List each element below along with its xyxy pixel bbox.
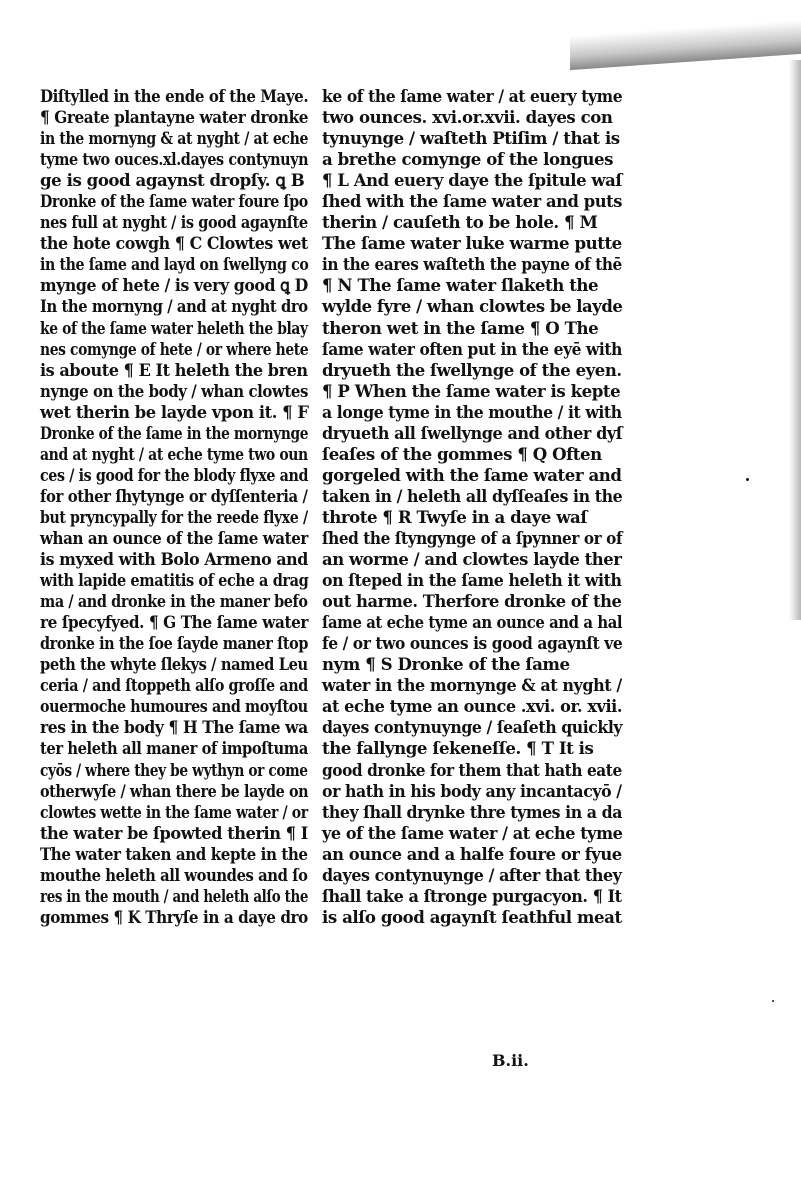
text-line: ¶ N The ſame water ſlaketh the: [322, 275, 599, 296]
text-line: ke of the ſame water / at euery tyme: [322, 86, 623, 106]
text-line: at eche tyme an ounce .xvi. or. xvii.: [322, 696, 623, 717]
text-line: an worme / and clowtes layde ther: [322, 549, 622, 570]
text-line: ¶ P When the ſame water is kepte: [322, 380, 621, 401]
text-line: ¶ L And euery daye the ſpitule waſ: [322, 170, 623, 191]
text-line: and at nyght / at eche tyme two oun: [40, 443, 308, 464]
text-line: a brethe comynge of the longues: [322, 149, 613, 170]
text-line: res in the body ¶ H The ſame wa: [40, 717, 308, 738]
text-line: but pryncypally for the reede flyxe /: [40, 506, 308, 527]
signature-mark: B.ii.: [492, 1051, 529, 1070]
text-line: mouthe heleth all woundes and ſo: [40, 864, 308, 885]
text-line: tynuynge / waſteth Ptiſim / that is: [322, 128, 620, 149]
text-line: throte ¶ R Twyſe in a daye waſ: [322, 506, 588, 527]
text-line: water in the mornynge & at nyght /: [322, 675, 622, 696]
text-line: dayes contynuynge / ſeaſeth quickly: [322, 717, 623, 738]
ink-speck: [772, 1000, 774, 1002]
text-line: ke of the ſame water heleth the blay: [40, 317, 308, 338]
text-line: they ſhall drynke thre tymes in a da: [322, 801, 622, 822]
text-line: peth the whyte ſlekys / named Leu: [40, 654, 308, 675]
text-line: theron wet in the ſame ¶ O The: [322, 317, 599, 338]
text-line: wet therin be layde vpon it. ¶ F: [40, 401, 309, 422]
text-line: ter heleth all maner of impoſtuma: [40, 738, 309, 759]
text-line: nes comynge of hete / or where hete: [40, 338, 309, 359]
text-line: dryueth all ſwellynge and other dyſ: [322, 422, 623, 443]
text-line: nym ¶ S Dronke of the ſame: [322, 654, 570, 675]
text-line: ma / and dronke in the maner befo: [40, 591, 308, 612]
text-line: whan an ounce of the ſame water: [40, 527, 308, 548]
scan-edge-shadow-top: [570, 20, 801, 70]
text-line: a longe tyme in the mouthe / it with: [322, 401, 622, 422]
text-line: the hote cowgh ¶ C Clowtes wet: [40, 233, 308, 254]
text-line: ſame water often put in the eyē with: [322, 338, 622, 359]
text-line: In the mornyng / and at nyght dro: [40, 296, 308, 317]
text-line: gommes ¶ K Thryſe in a daye dro: [40, 906, 308, 927]
text-line: cyōs / where they be wythyn or come: [40, 759, 308, 780]
text-line: ſame at eche tyme an ounce and a hal: [322, 612, 623, 633]
text-line: otherwyſe / whan there be layde on: [40, 780, 309, 801]
text-line: The ſame water luke warme putte: [322, 233, 622, 254]
text-line: nes full at nyght / is good agaynſte: [40, 212, 308, 233]
text-line: nynge on the body / whan clowtes: [40, 380, 308, 401]
scan-edge-shadow-right: [789, 60, 801, 620]
text-line: fe / or two ounces is good agaynſt ve: [322, 633, 623, 654]
text-line: taken in / heleth all dyſſeaſes in the: [322, 485, 623, 506]
text-line: re ſpecyfyed. ¶ G The ſame water: [40, 612, 309, 633]
text-line: in the mornyng & at nyght / at eche: [40, 128, 309, 149]
text-line: an ounce and a halfe foure or fyue: [322, 843, 622, 864]
text-line: is aboute ¶ E It heleth the bren: [40, 359, 308, 380]
text-line: ſhall take a ſtronge purgacyon. ¶ It: [322, 885, 622, 906]
text-line: in the ſame and layd on ſwellyng co: [40, 254, 309, 275]
right-text-column: [322, 86, 622, 928]
text-line: The water taken and kepte in the: [40, 843, 308, 864]
text-line: in the eares waſteth the payne of thē: [322, 254, 622, 275]
text-line: therin / cauſeth to be hole. ¶ M: [322, 212, 598, 233]
text-line: ye of the ſame water / at eche tyme: [322, 822, 623, 843]
text-line: dryueth the ſwellynge of the eyen.: [322, 359, 622, 380]
text-line: two ounces. xvi.or.xvii. dayes con: [322, 107, 613, 128]
text-line: is myxed with Bolo Armeno and: [40, 549, 308, 570]
text-line: mynge of hete / is very good ꝗ D: [40, 275, 308, 296]
text-line: out harme. Therfore dronke of the: [322, 591, 622, 612]
text-line: Dronke of the ſame in the mornynge: [40, 422, 309, 443]
text-line: clowtes wette in the ſame water / or: [40, 801, 308, 822]
text-line: ouermoche humoures and moyſtou: [40, 696, 308, 717]
text-line: ſhed the ſtyngynge of a ſpynner or of: [322, 527, 623, 548]
text-line: or hath in his body any incantacyō /: [322, 780, 622, 801]
text-line: dronke in the ſoe ſayde maner ſtop: [40, 633, 309, 654]
text-line: ¶ Greate plantayne water dronke: [40, 107, 309, 128]
left-text-column: [40, 86, 308, 928]
text-line: ge is good agaynst dropſy. ꝗ B: [40, 170, 305, 191]
text-line: ſeaſes of the gommes ¶ Q Often: [322, 443, 602, 464]
text-line: for other ſhytynge or dyſſenteria /: [40, 485, 308, 506]
text-line: with lapide ematitis of eche a drag: [40, 570, 309, 591]
text-line: good dronke for them that hath eate: [322, 759, 622, 780]
text-line: ces / is good for the blody flyxe and: [40, 464, 309, 485]
ink-speck: [746, 478, 749, 481]
text-line: the fallynge ſekeneſſe. ¶ T It is: [322, 738, 594, 759]
text-line: on ſteped in the ſame heleth it with: [322, 570, 622, 591]
text-line: gorgeled with the ſame water and: [322, 464, 622, 485]
text-line: wylde fyre / whan clowtes be layde: [322, 296, 623, 317]
text-line: ceria / and ſtoppeth alſo groſſe and: [40, 675, 308, 696]
text-line: the water be ſpowted therin ¶ I: [40, 822, 308, 843]
text-line: Dronke of the ſame water foure ſpo: [40, 191, 308, 212]
text-line: dayes contynuynge / after that they: [322, 864, 622, 885]
text-line: res in the mouth / and heleth alſo the: [40, 885, 308, 906]
text-line: tyme two ouces.xl.dayes contynuyn: [40, 149, 309, 170]
text-line: Diſtylled in the ende of the Maye.: [40, 86, 309, 106]
text-line: ſhed with the ſame water and puts: [322, 191, 623, 212]
text-line: is alſo good agaynſt ſeathful meat: [322, 906, 622, 927]
